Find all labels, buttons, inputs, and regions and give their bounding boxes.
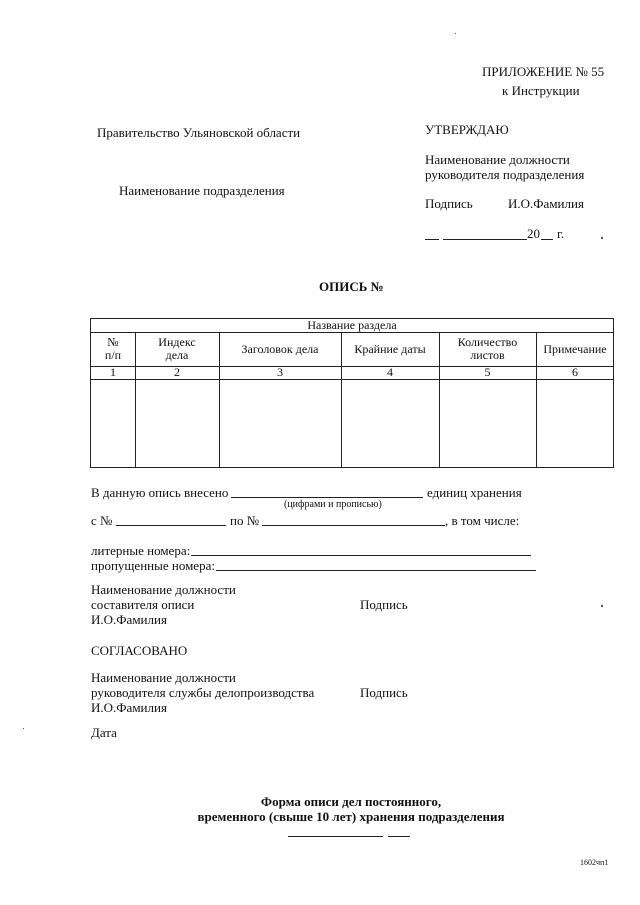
instruction-label: к Инструкции bbox=[502, 83, 580, 98]
date-day-line bbox=[425, 239, 439, 240]
agreed-signature-label: Подпись bbox=[360, 685, 408, 700]
approver-position-line1: Наименование должности bbox=[425, 152, 570, 167]
table-section-title: Название раздела bbox=[307, 318, 397, 332]
compiler-signature-label: Подпись bbox=[360, 597, 408, 612]
table-header-note: Примечание bbox=[543, 341, 607, 356]
scan-speck bbox=[601, 605, 603, 607]
from-number-label: с № bbox=[91, 513, 113, 528]
skipped-numbers-line bbox=[216, 570, 536, 571]
entered-count-line bbox=[231, 497, 423, 498]
inventory-table bbox=[90, 318, 614, 468]
date-year-line bbox=[541, 239, 553, 240]
scan-speck bbox=[455, 33, 456, 34]
entered-prefix: В данную опись внесено bbox=[91, 485, 229, 500]
table-header-sheets: Количество листов bbox=[457, 335, 518, 362]
letter-numbers-line bbox=[191, 555, 531, 556]
table-header-index: Индекс дела bbox=[158, 335, 196, 362]
form-title-line1: Форма описи дел постоянного, bbox=[260, 794, 442, 809]
date-year-prefix: 20 bbox=[527, 226, 540, 241]
approver-name: И.О.Фамилия bbox=[508, 196, 584, 211]
to-number-label: по № bbox=[230, 513, 260, 528]
inventory-title: ОПИСЬ № bbox=[319, 279, 384, 294]
table-colnum-3: 3 bbox=[277, 365, 283, 379]
agreed-date-label: Дата bbox=[91, 725, 117, 740]
compiler-position-line1: Наименование должности bbox=[91, 582, 236, 597]
appendix-label: ПРИЛОЖЕНИЕ № 55 bbox=[482, 64, 605, 79]
skipped-numbers-label: пропущенные номера: bbox=[91, 558, 215, 573]
table-colnum-1: 1 bbox=[110, 365, 116, 379]
to-number-line bbox=[262, 525, 445, 526]
agreed-position-line1: Наименование должности bbox=[91, 670, 236, 685]
date-year-suffix: г. bbox=[557, 226, 565, 241]
table-colnum-6: 6 bbox=[572, 365, 578, 379]
table-header-number: № п/п bbox=[104, 335, 122, 362]
approver-signature-label: Подпись bbox=[425, 196, 473, 211]
entered-suffix: единиц хранения bbox=[427, 485, 522, 500]
document-code: 1602чп1 bbox=[580, 858, 609, 867]
table-header-title: Заголовок дела bbox=[241, 341, 319, 356]
compiler-name: И.О.Фамилия bbox=[91, 612, 167, 627]
compiler-position-line2: составителя описи bbox=[91, 597, 195, 612]
agreed-name: И.О.Фамилия bbox=[91, 700, 167, 715]
form-title-line2: временного (свыше 10 лет) хранения подразделения bbox=[197, 809, 505, 824]
approver-position-line2: руководителя подразделения bbox=[425, 167, 585, 182]
table-colnum-4: 4 bbox=[387, 365, 393, 379]
organization-name: Правительство Ульяновской области bbox=[97, 125, 301, 140]
table-colnum-2: 2 bbox=[174, 365, 180, 379]
date-month-line bbox=[443, 239, 527, 240]
footer-line-left bbox=[288, 836, 383, 837]
scan-speck bbox=[601, 237, 603, 239]
letter-numbers-label: литерные номера: bbox=[91, 543, 191, 558]
footer-line-right bbox=[388, 836, 410, 837]
table-header-dates: Крайние даты bbox=[354, 341, 426, 356]
agreed-position-line2: руководителя службы делопроизводства bbox=[91, 685, 315, 700]
approve-label: УТВЕРЖДАЮ bbox=[425, 122, 509, 137]
from-number-line bbox=[116, 525, 226, 526]
subdivision-name: Наименование подразделения bbox=[119, 183, 285, 198]
including-label: , в том числе: bbox=[445, 513, 520, 528]
entered-hint: (цифрами и прописью) bbox=[284, 499, 382, 510]
agreed-label: СОГЛАСОВАНО bbox=[91, 643, 188, 658]
scan-speck bbox=[23, 728, 24, 729]
table-colnum-5: 5 bbox=[484, 365, 491, 379]
